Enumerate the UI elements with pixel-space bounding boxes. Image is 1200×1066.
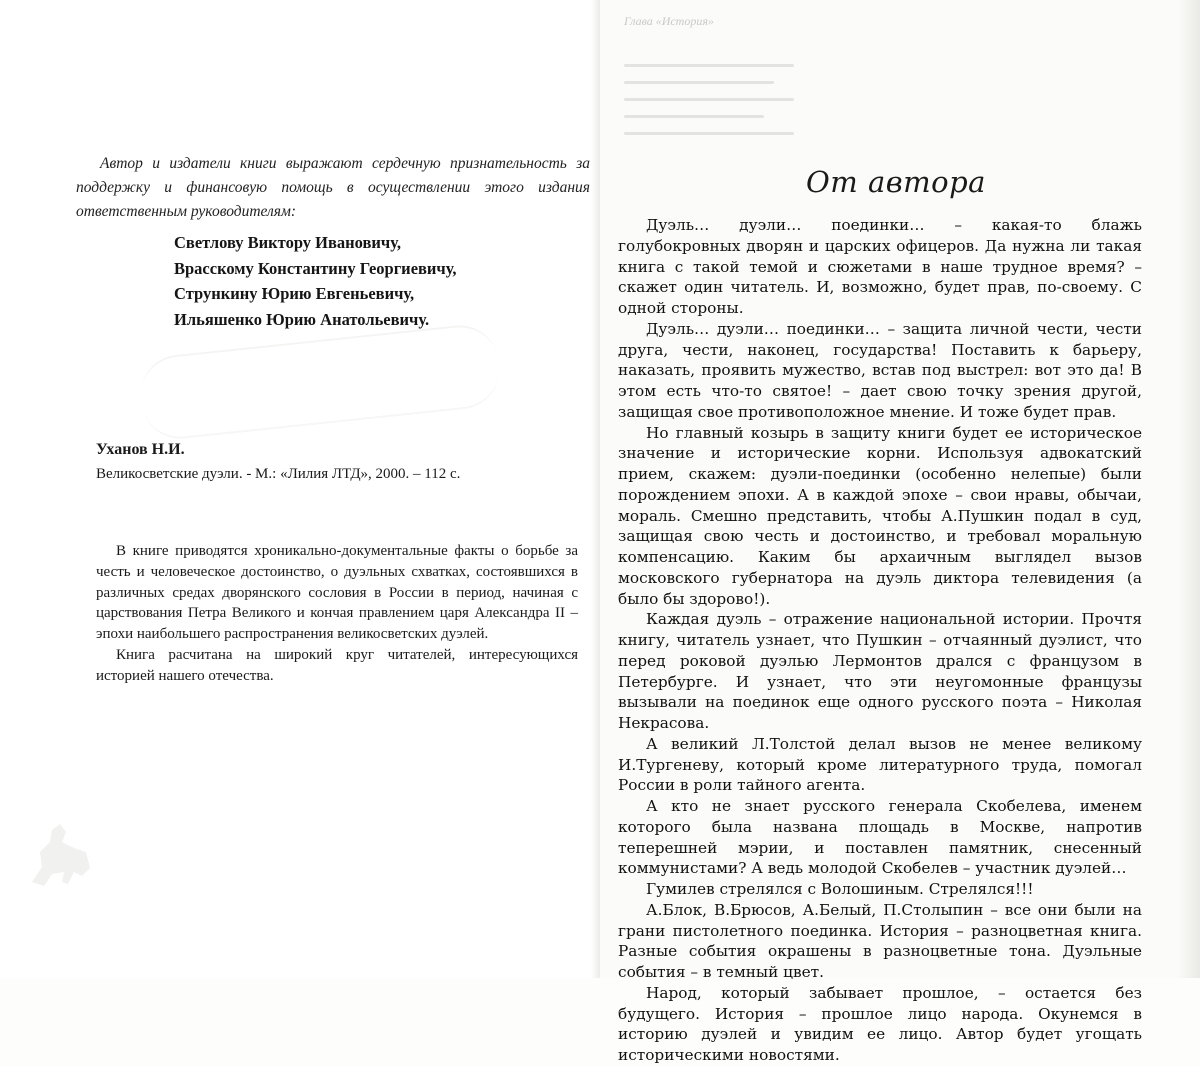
sponsor-name: Врасскому Константину Георгиевичу,	[174, 258, 457, 278]
sponsor-name: Стрункину Юрию Евгеньевичу,	[174, 284, 415, 303]
foreword-paragraph: Народ, который забывает прошлое, – остается без будущего. История – прошлое лицо народа. Окунемся в историю дуэлей и увидим ее лицо. Автор будет угощать историческими новостями.	[618, 983, 1142, 1064]
sponsor-name: Светлову Виктору Ивановичу,	[174, 233, 401, 252]
foreword-paragraph: А.Блок, В.Брюсов, А.Белый, П.Столыпин – все они были на грани пистолетного поединка. История – разноцветная книга. Разные события окрашены в разноцветные тона. Дуэльные события – в темный цвет.	[618, 900, 1142, 981]
bleed-through-lines	[624, 64, 794, 149]
rider-emblem-icon	[22, 812, 102, 902]
foreword-paragraph: А великий Л.Толстой делал вызов не менее великому И.Тургеневу, который кроме литературного труда, помогал России в роли тайного агента.	[618, 734, 1142, 795]
left-page	[0, 0, 600, 978]
book-author: Уханов Н.И.	[96, 441, 185, 458]
foreword-paragraph: Каждая дуэль – отражение национальной истории. Прочтя книгу, читатель узнает, что Пушкин – отчаянный дуэлист, что перед роковой дуэлью Лермонтов дрался с французом в Петербурге. И узнает, что эти неугомонные французы вызывали на поединок еще одного русского поэта – Николая Некрасова.	[618, 610, 1142, 732]
book-citation: Великосветские дуэли. - М.: «Лилия ЛТД», 2000. – 112 с.	[96, 466, 461, 482]
foreword-paragraph: Гумилев стрелялся с Волошиным. Стрелялся!!!	[646, 880, 1034, 898]
acknowledgement-text: Автор и издатели книги выражают сердечную признательность за поддержку и финансовую помощь в осуществлении этого издания ответственным руководителям:	[76, 155, 590, 220]
chapter-heading: От автора	[806, 165, 986, 199]
foreword-paragraph: Дуэль… дуэли… поединки… – какая-то блажь голубокровных дворян и царских офицеров. Да нужна ли такая книга с такой темой и сюжетами в наше трудное время? – скажет один читатель. И, возможно, будет прав, по-своему. С одной стороны.	[618, 216, 1142, 317]
sponsor-name: Ильяшенко Юрию Анатольевичу.	[174, 309, 430, 329]
running-head: Глава «История»	[624, 14, 714, 28]
foreword-paragraph: Но главный козырь в защиту книги будет ее историческое значение и исторические корни. Используя адвокатский прием, скажем: дуэли-поединки (особенно нелепые) были порождением эпохи. А в каждой эпохе – свои нравы, обычаи, мораль. Смешно представить, чтобы А.Пушкин подал в суд, защищая свою честь и достоинство, и требовал моральную компенсацию. Каким бы архаичным выглядел вызов московского губернатора на дуэль диктора телевидения (а было бы здорово!).	[618, 423, 1142, 608]
acknowledgement	[76, 152, 590, 224]
abstract-paragraph: Книга расчитана на широкий круг читателей, интересующихся историей нашего отечества.	[96, 646, 578, 684]
bibliographic-record	[96, 438, 586, 486]
foreword-paragraph: А кто не знает русского генерала Скобелева, именем которого была названа площадь в Москве, напротив теперешней мэрии, и поставлен памятник, снесенный коммунистами? А ведь молодой Скобелев – участник дуэлей…	[618, 797, 1142, 878]
sponsor-names	[174, 230, 594, 332]
foreword-paragraph: Дуэль… дуэли… поединки… – защита личной чести, чести друга, чести, наконец, государства! Поставить к барьеру, наказать, проявить мужество, встав под выстрел: вот это да! В этом есть что-то святое! – дает свою точку зрения другой, защищая свое противоположное мнение. И тоже будет прав.	[618, 319, 1142, 421]
bleed-through-ghost	[137, 321, 504, 442]
page-edge	[1178, 0, 1200, 978]
book-abstract	[96, 541, 578, 687]
foreword-text	[618, 215, 1142, 1066]
abstract-paragraph: В книге приводятся хроникально-документальные факты о борьбе за честь и человеческое достоинство, о дуэльных схватках, состоявшихся в различных средах дворянского сословия в России в период, начиная с царствования Петра Великого и кончая правлением царя Александра II – эпохи наибольшего распространения великосветских дуэлей.	[96, 543, 578, 643]
